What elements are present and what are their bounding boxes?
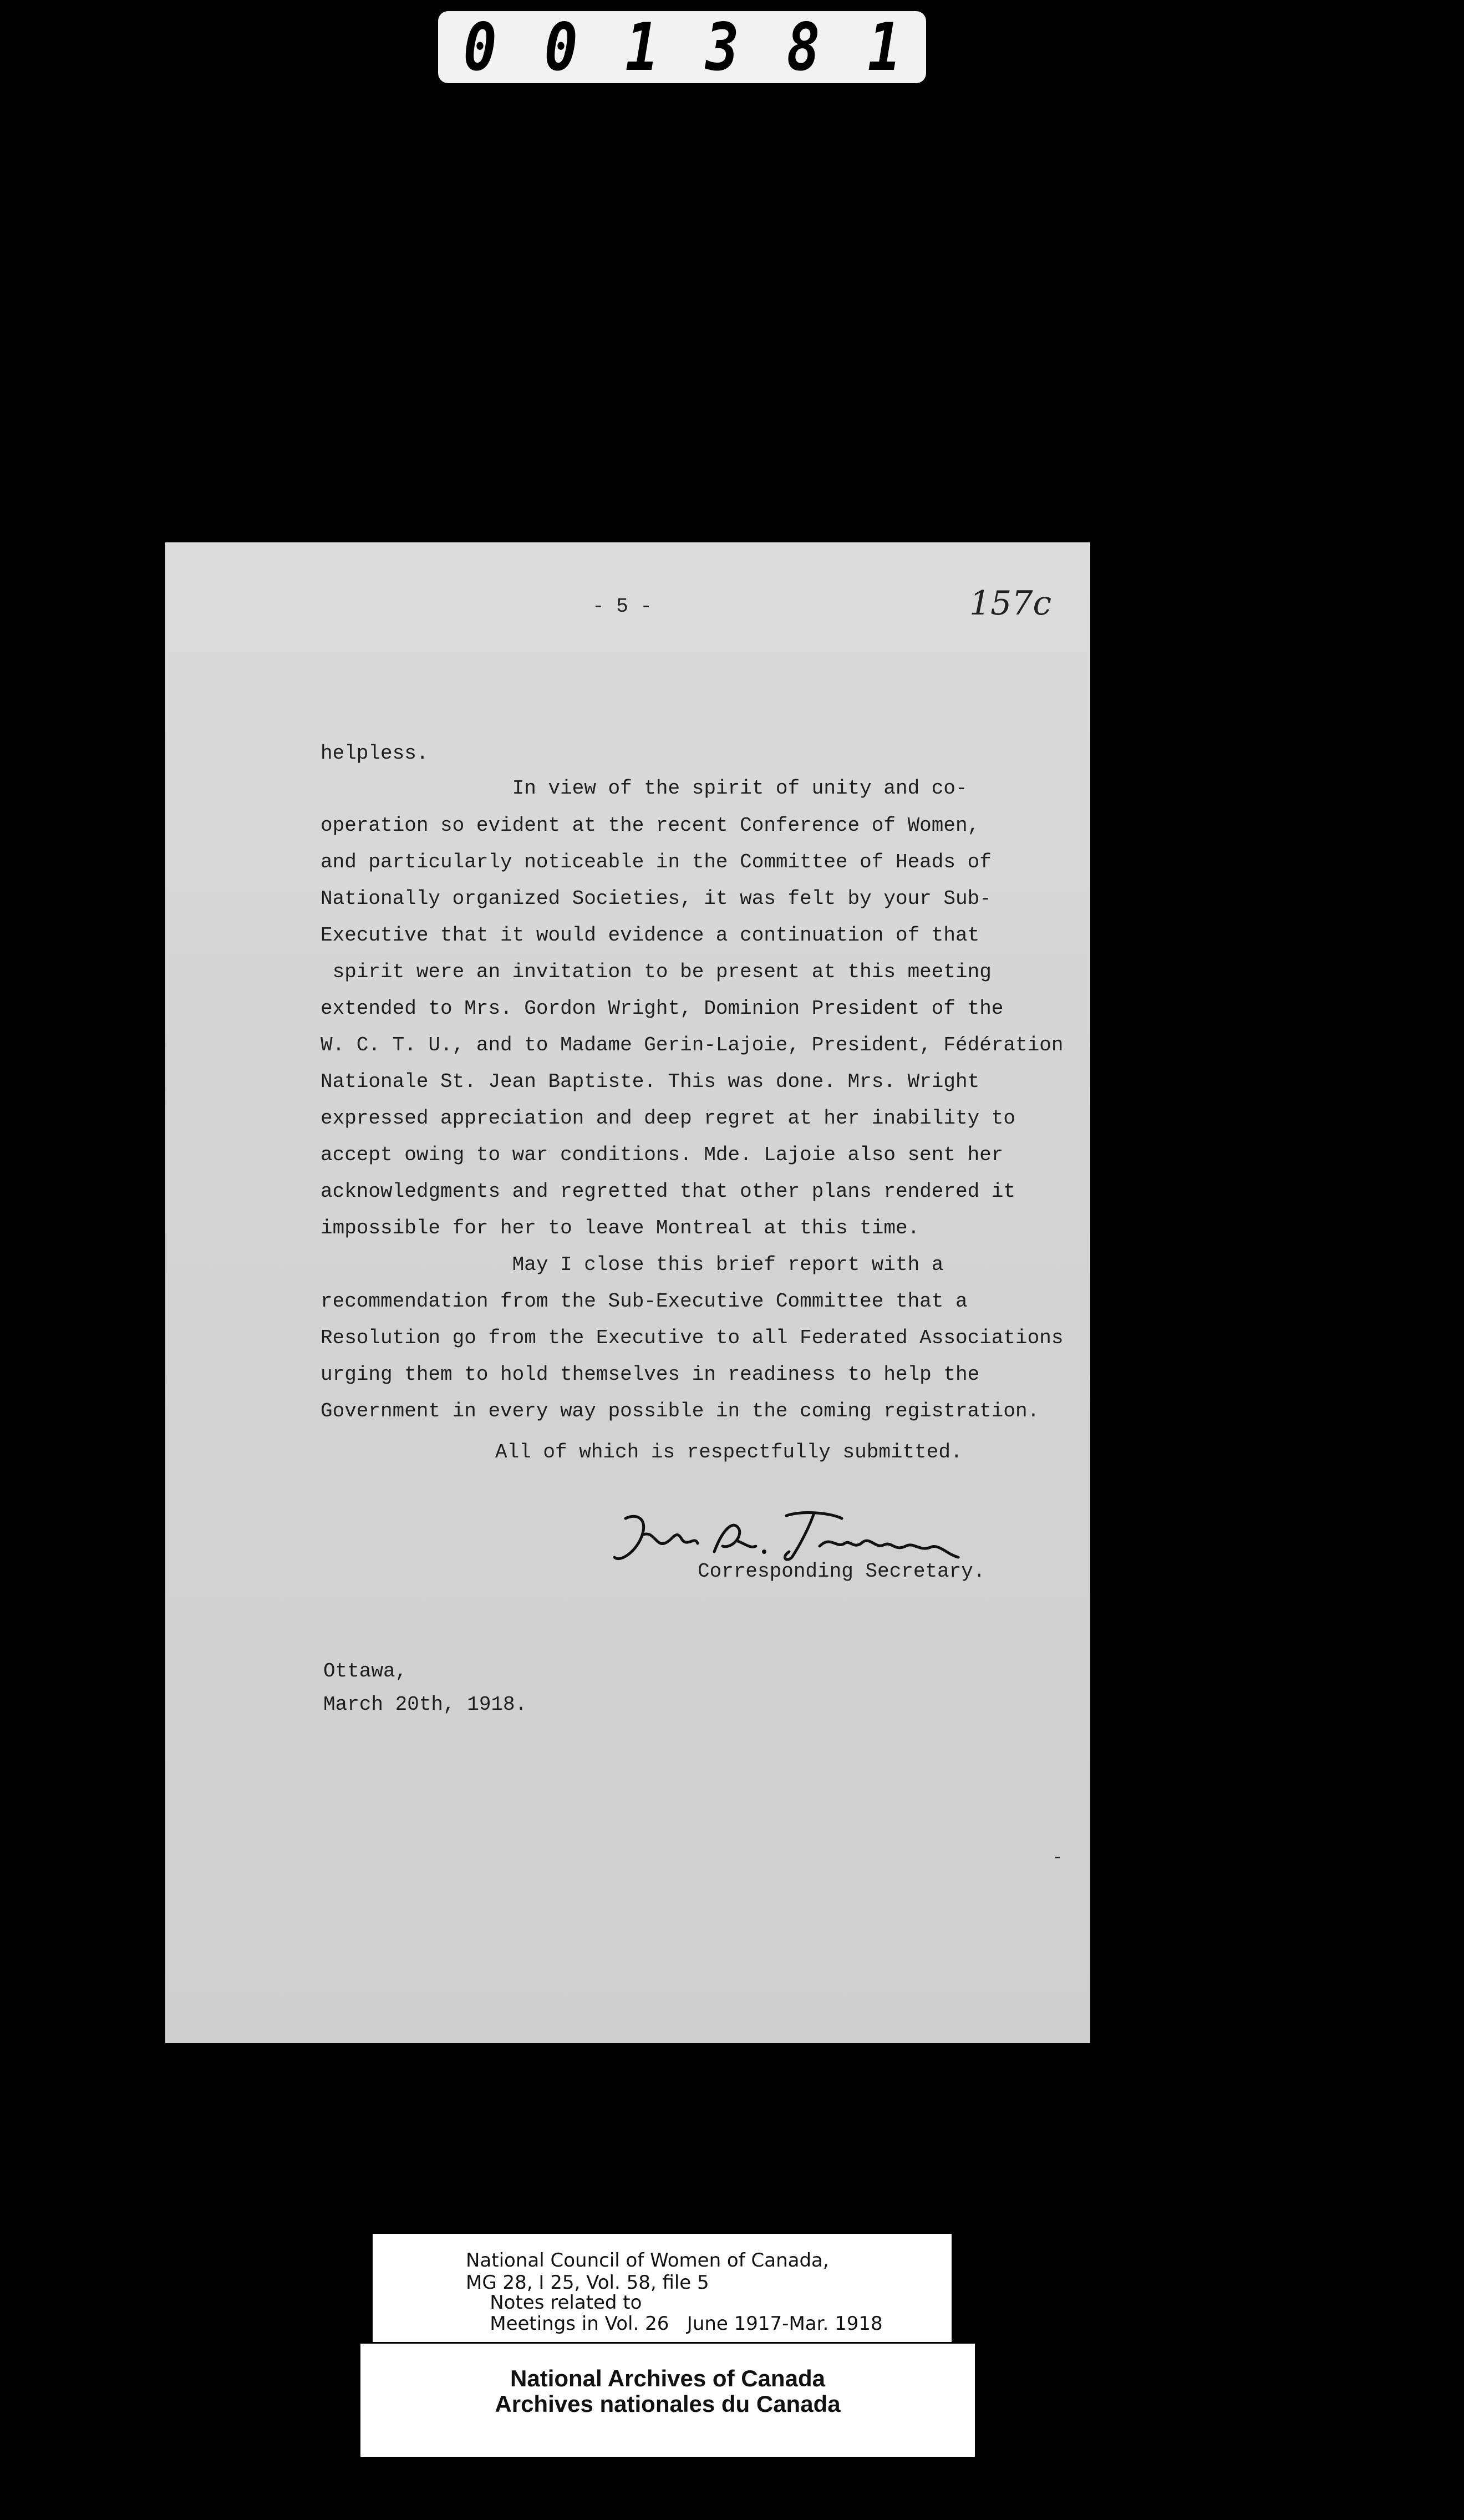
body-line: Government in every way possible in the coming registration. <box>321 1400 1040 1422</box>
reference-label <box>373 2234 952 2342</box>
body-line: W. C. T. U., and to Madame Gerin-Lajoie, President, Fédération <box>321 1034 1064 1056</box>
archives-banner <box>360 2344 975 2457</box>
reference-line: MG 28, I 25, Vol. 58, file 5 <box>466 2272 709 2294</box>
body-line: In view of the spirit of unity and co- <box>321 777 968 800</box>
frame-digit: 1 <box>867 9 901 85</box>
body-line: impossible for her to leave Montreal at this time. <box>321 1217 920 1239</box>
frame-digit: 3 <box>705 9 740 85</box>
frame-digit: 8 <box>786 9 820 85</box>
body-line: spirit were an invitation to be present at this meeting <box>321 961 992 983</box>
frame-digit: 1 <box>624 9 659 85</box>
body-line: Nationale St. Jean Baptiste. This was done. Mrs. Wright <box>321 1070 980 1093</box>
reference-line: Meetings in Vol. 26 June 1917-Mar. 1918 <box>466 2313 883 2335</box>
signatory-title: Corresponding Secretary. <box>698 1560 985 1583</box>
archives-name-french: Archives nationales du Canada <box>495 2391 841 2417</box>
body-line: recommendation from the Sub-Executive Committee that a <box>321 1290 968 1313</box>
reference-line: Notes related to <box>466 2292 642 2314</box>
place: Ottawa, <box>323 1660 408 1683</box>
body-line: acknowledgments and regretted that other plans rendered it <box>321 1180 1016 1203</box>
body-line: urging them to hold themselves in readiness to help the <box>321 1363 980 1386</box>
closing-line: All of which is respectfully submitted. <box>495 1441 963 1464</box>
frame-number-strip <box>438 11 926 83</box>
body-line: helpless. <box>321 742 429 765</box>
body-line: expressed appreciation and deep regret at her inability to <box>321 1107 1016 1130</box>
reference-line: National Council of Women of Canada, <box>466 2249 829 2272</box>
folio-number: 157c <box>969 584 1052 623</box>
body-line: accept owing to war conditions. Mde. Lajoie also sent her <box>321 1144 1004 1166</box>
body-line: extended to Mrs. Gordon Wright, Dominion President of the <box>321 997 1004 1020</box>
body-line: Nationally organized Societies, it was felt by your Sub- <box>321 887 992 910</box>
body-line: operation so evident at the recent Conference of Women, <box>321 814 980 837</box>
frame-digit: 0 <box>463 9 497 85</box>
frame-digit: 0 <box>544 9 578 85</box>
margin-mark: - <box>1053 1848 1063 1867</box>
body-line: and particularly noticeable in the Committee of Heads of <box>321 851 992 873</box>
body-line: Resolution go from the Executive to all Federated Associations <box>321 1327 1064 1349</box>
body-line: Executive that it would evidence a continuation of that <box>321 924 980 947</box>
archives-name-english: National Archives of Canada <box>510 2365 825 2391</box>
document-sheet <box>165 542 1090 2043</box>
body-line: May I close this brief report with a <box>321 1253 944 1276</box>
date: March 20th, 1918. <box>323 1693 527 1716</box>
page-number: - 5 - <box>592 595 653 618</box>
